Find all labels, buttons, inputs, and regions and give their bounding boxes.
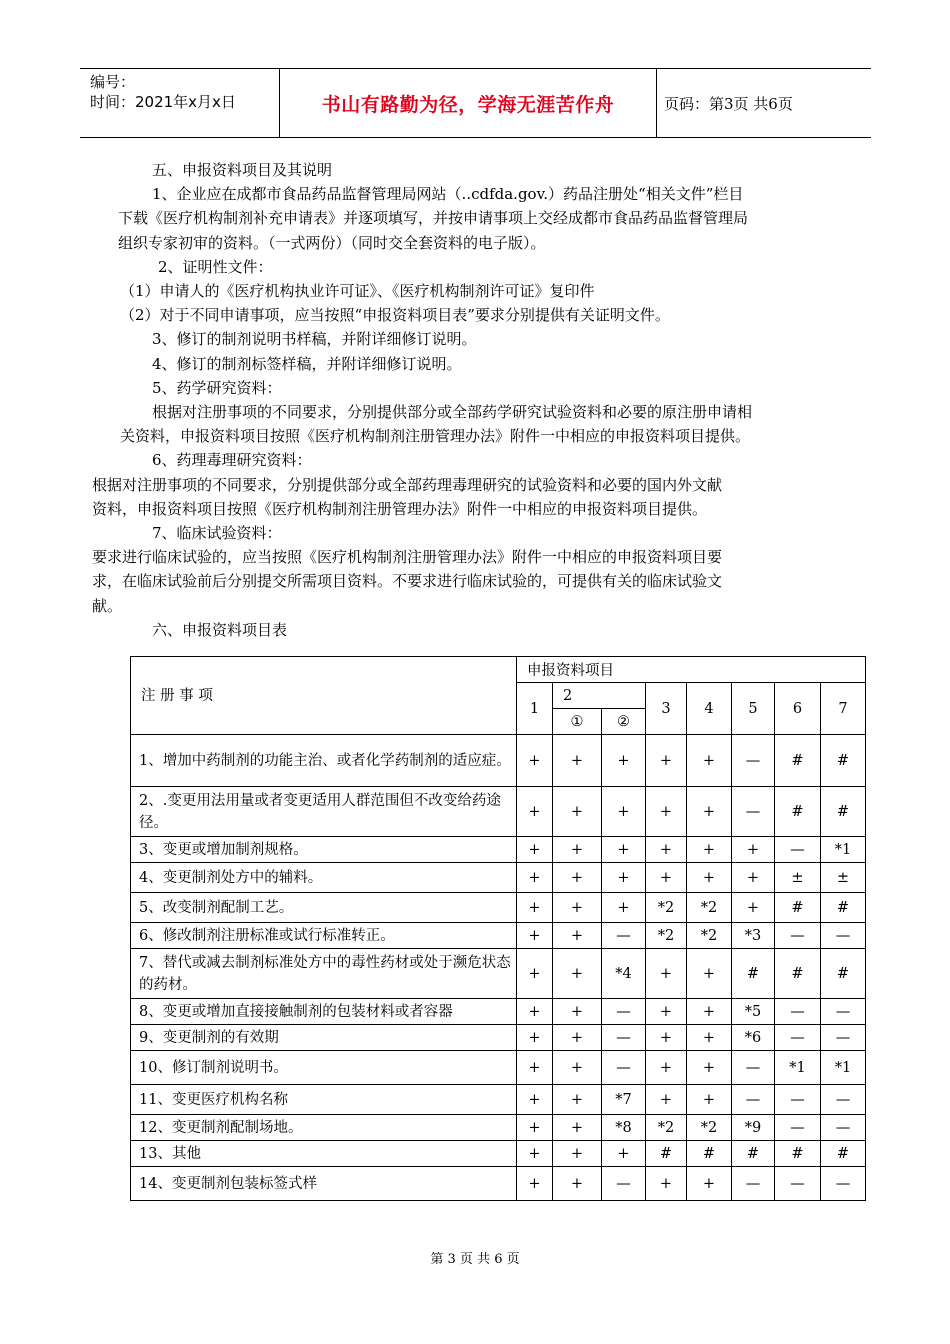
row-cell: *2 (646, 923, 687, 949)
code-label: 编号： (90, 73, 136, 91)
row-cell: + (687, 787, 732, 837)
row-cell: + (602, 893, 646, 923)
motto-text: 书山有路勤为径，学海无涯苦作舟 (321, 93, 615, 116)
section-heading-5: 五、申报资料项目及其说明 (152, 161, 333, 179)
row-cell: + (602, 735, 646, 787)
row-cell: — (775, 999, 821, 1025)
row-cell: + (517, 923, 553, 949)
row-cell: + (687, 1085, 732, 1115)
row-cell: *6 (732, 1025, 775, 1051)
row-cell: *5 (732, 999, 775, 1025)
row-cell: # (821, 787, 866, 837)
row-item-label: 14、变更制剂包装标签式样 (131, 1167, 517, 1201)
col-header-3: 3 (646, 683, 687, 735)
row-cell: # (732, 949, 775, 999)
row-cell: + (553, 923, 602, 949)
row-cell: + (553, 999, 602, 1025)
table-row (131, 1085, 866, 1115)
row-cell: — (775, 1115, 821, 1141)
row-cell: ± (775, 863, 821, 893)
paragraph-line: 根据对注册事项的不同要求，分别提供部分或全部药理毒理研究的试验资料和必要的国内外文献 (92, 475, 723, 494)
row-cell: + (646, 1051, 687, 1085)
row-cell: + (602, 787, 646, 837)
row-cell: # (687, 1141, 732, 1167)
paragraph-line: 资料，申报资料项目按照《医疗机构制剂注册管理办法》附件一中相应的申报资料项目提供。 (92, 499, 708, 518)
table-row (131, 893, 866, 923)
row-cell: + (517, 1085, 553, 1115)
row-cell: + (517, 787, 553, 837)
paragraph-line: 要求进行临床试验的，应当按照《医疗机构制剂注册管理办法》附件一中相应的申报资料项目要 (92, 548, 723, 567)
row-cell: + (732, 837, 775, 863)
row-cell: — (821, 923, 866, 949)
table-row (131, 837, 866, 863)
row-cell: + (517, 893, 553, 923)
row-cell: # (821, 735, 866, 787)
table-row (131, 949, 866, 999)
row-cell: *2 (646, 1115, 687, 1141)
table-row (131, 923, 866, 949)
row-cell: + (646, 1085, 687, 1115)
row-item-label: 11、变更医疗机构名称 (131, 1085, 517, 1115)
row-cell: — (775, 1085, 821, 1115)
row-cell: + (517, 1051, 553, 1085)
paragraph-line: （1）申请人的《医疗机构执业许可证》、《医疗机构制剂许可证》复印件 (120, 282, 595, 301)
table-group-header: 申报资料项目 (517, 657, 866, 683)
row-cell: — (602, 923, 646, 949)
row-cell: — (775, 837, 821, 863)
page-header (80, 68, 871, 138)
row-cell: — (821, 1115, 866, 1141)
time-label: 时间：2021年x月x日 (90, 93, 236, 111)
row-cell: — (732, 735, 775, 787)
row-cell: + (646, 999, 687, 1025)
row-cell: + (517, 999, 553, 1025)
paragraph-line: 下载《医疗机构制剂补充申请表》并逐项填写，并按申请事项上交经成都市食品药品监督管理局 (118, 209, 749, 228)
row-cell: + (553, 1141, 602, 1167)
col-header-7: 7 (821, 683, 866, 735)
table-row (131, 1115, 866, 1141)
row-cell: *4 (602, 949, 646, 999)
header-left (80, 69, 279, 137)
row-cell: + (646, 1167, 687, 1201)
row-item-label: 10、修订制剂说明书。 (131, 1051, 517, 1085)
paragraph-line: （2）对于不同申请事项，应当按照“申报资料项目表”要求分别提供有关证明文件。 (120, 306, 670, 325)
row-cell: + (553, 863, 602, 893)
row-cell: + (553, 787, 602, 837)
row-item-label: 3、变更或增加制剂规格。 (131, 837, 517, 863)
row-cell: # (732, 1141, 775, 1167)
row-cell: + (517, 735, 553, 787)
row-item-label: 4、变更制剂处方中的辅料。 (131, 863, 517, 893)
row-cell: ± (821, 863, 866, 893)
row-item-label: 2、.变更用法用量或者变更适用人群范围但不改变给药途径。 (131, 787, 517, 837)
paragraph-line: 2、证明性文件： (158, 257, 273, 276)
row-cell: + (646, 837, 687, 863)
document-body (92, 158, 830, 642)
row-cell: + (646, 863, 687, 893)
col-header-2-1: ① (553, 709, 602, 735)
row-cell: *1 (821, 1051, 866, 1085)
row-item-label: 9、变更制剂的有效期 (131, 1025, 517, 1051)
row-cell: — (775, 923, 821, 949)
col-header-6: 6 (775, 683, 821, 735)
row-cell: + (517, 863, 553, 893)
row-cell: + (687, 1025, 732, 1051)
table-row (131, 735, 866, 787)
row-cell: — (821, 1025, 866, 1051)
row-cell: + (646, 787, 687, 837)
row-cell: + (646, 949, 687, 999)
page-footer: 第 3 页 共 6 页 (430, 1252, 520, 1267)
row-cell: *2 (687, 923, 732, 949)
row-cell: + (687, 837, 732, 863)
row-cell: — (732, 1167, 775, 1201)
row-cell: + (732, 863, 775, 893)
row-item-label: 8、变更或增加直接接触制剂的包装材料或者容器 (131, 999, 517, 1025)
row-cell: + (646, 735, 687, 787)
row-cell: + (553, 1167, 602, 1201)
row-cell: + (553, 1025, 602, 1051)
paragraph-line: 3、修订的制剂说明书样稿，并附详细修订说明。 (152, 330, 477, 349)
row-cell: — (775, 1025, 821, 1051)
paragraph-line: 7、临床试验资料： (152, 524, 282, 543)
row-cell: — (602, 999, 646, 1025)
row-cell: *8 (602, 1115, 646, 1141)
paragraph-line: 4、修订的制剂标签样稿，并附详细修订说明。 (152, 354, 462, 373)
row-cell: + (553, 1051, 602, 1085)
row-cell: — (602, 1051, 646, 1085)
row-cell: — (732, 787, 775, 837)
row-cell: # (821, 949, 866, 999)
table-row (131, 863, 866, 893)
row-cell: + (553, 1085, 602, 1115)
paragraph-line: 求，在临床试验前后分别提交所需项目资料。不要求进行临床试验的，可提供有关的临床试验文 (92, 572, 723, 591)
row-cell: + (517, 1025, 553, 1051)
table-row (131, 999, 866, 1025)
row-cell: — (732, 1051, 775, 1085)
row-cell: + (602, 837, 646, 863)
row-cell: # (775, 735, 821, 787)
paragraph-line: 献。 (92, 596, 123, 615)
row-item-label: 1、增加中药制剂的功能主治、或者化学药制剂的适应症。 (131, 735, 517, 787)
row-cell: + (687, 1167, 732, 1201)
col-header-2-2: ② (602, 709, 646, 735)
paragraph-line: 6、药理毒理研究资料： (152, 451, 312, 470)
table-row (131, 1141, 866, 1167)
row-cell: *2 (646, 893, 687, 923)
row-cell: + (732, 893, 775, 923)
row-cell: *2 (687, 893, 732, 923)
row-cell: + (553, 893, 602, 923)
col-header-5: 5 (732, 683, 775, 735)
row-cell: — (602, 1025, 646, 1051)
row-cell: *7 (602, 1085, 646, 1115)
application-materials-table (130, 656, 866, 1201)
row-cell: + (553, 735, 602, 787)
row-cell: *9 (732, 1115, 775, 1141)
row-cell: — (821, 1085, 866, 1115)
col-header-2: 2 (553, 683, 646, 709)
col-header-1: 1 (517, 683, 553, 735)
row-cell: # (775, 949, 821, 999)
row-cell: + (687, 949, 732, 999)
row-cell: + (517, 1141, 553, 1167)
header-motto (279, 69, 657, 137)
row-cell: + (517, 1167, 553, 1201)
table-corner: 注 册 事 项 (131, 657, 517, 735)
row-cell: + (687, 863, 732, 893)
row-cell: + (687, 999, 732, 1025)
row-item-label: 5、改变制剂配制工艺。 (131, 893, 517, 923)
row-cell: + (517, 949, 553, 999)
row-cell: # (775, 787, 821, 837)
row-cell: # (821, 1141, 866, 1167)
row-cell: + (602, 863, 646, 893)
row-cell: + (687, 735, 732, 787)
row-cell: # (775, 1141, 821, 1167)
row-cell: + (602, 1141, 646, 1167)
page-label: 页码：第3页 共6页 (664, 94, 793, 113)
paragraph-line: 关资料，申报资料项目按照《医疗机构制剂注册管理办法》附件一中相应的申报资料项目提供。 (120, 427, 751, 446)
row-cell: + (553, 1115, 602, 1141)
table-row (131, 1025, 866, 1051)
row-cell: + (517, 837, 553, 863)
row-cell: # (821, 893, 866, 923)
paragraph-line: 组织专家初审的资料。（一式两份）（同时交全套资料的电子版）。 (118, 233, 546, 252)
row-item-label: 12、变更制剂配制场地。 (131, 1115, 517, 1141)
col-header-4: 4 (687, 683, 732, 735)
row-cell: *1 (775, 1051, 821, 1085)
paragraph-line: 1、企业应在成都市食品药品监督管理局网站（..cdfda.gov.）药品注册处“相关文件”栏目 (152, 185, 744, 204)
section-heading-6: 六、申报资料项目表 (152, 620, 288, 639)
row-cell: — (775, 1167, 821, 1201)
row-cell: — (821, 999, 866, 1025)
table-row (131, 1051, 866, 1085)
row-item-label: 13、其他 (131, 1141, 517, 1167)
row-cell: # (646, 1141, 687, 1167)
row-item-label: 6、修改制剂注册标准或试行标准转正。 (131, 923, 517, 949)
row-cell: # (775, 893, 821, 923)
row-cell: + (646, 1025, 687, 1051)
row-cell: — (732, 1085, 775, 1115)
paragraph-line: 5、药学研究资料： (152, 378, 282, 397)
row-cell: — (602, 1167, 646, 1201)
header-right (656, 69, 871, 137)
row-cell: *1 (821, 837, 866, 863)
row-cell: + (517, 1115, 553, 1141)
table-body (131, 735, 866, 1201)
row-item-label: 7、替代或减去制剂标准处方中的毒性药材或处于濒危状态的药材。 (131, 949, 517, 999)
row-cell: + (553, 837, 602, 863)
row-cell: — (821, 1167, 866, 1201)
paragraph-line: 根据对注册事项的不同要求，分别提供部分或全部药学研究试验资料和必要的原注册申请相 (152, 403, 753, 422)
row-cell: *2 (687, 1115, 732, 1141)
row-cell: + (687, 1051, 732, 1085)
row-cell: + (553, 949, 602, 999)
table-row (131, 1167, 866, 1201)
table-row (131, 787, 866, 837)
row-cell: *3 (732, 923, 775, 949)
